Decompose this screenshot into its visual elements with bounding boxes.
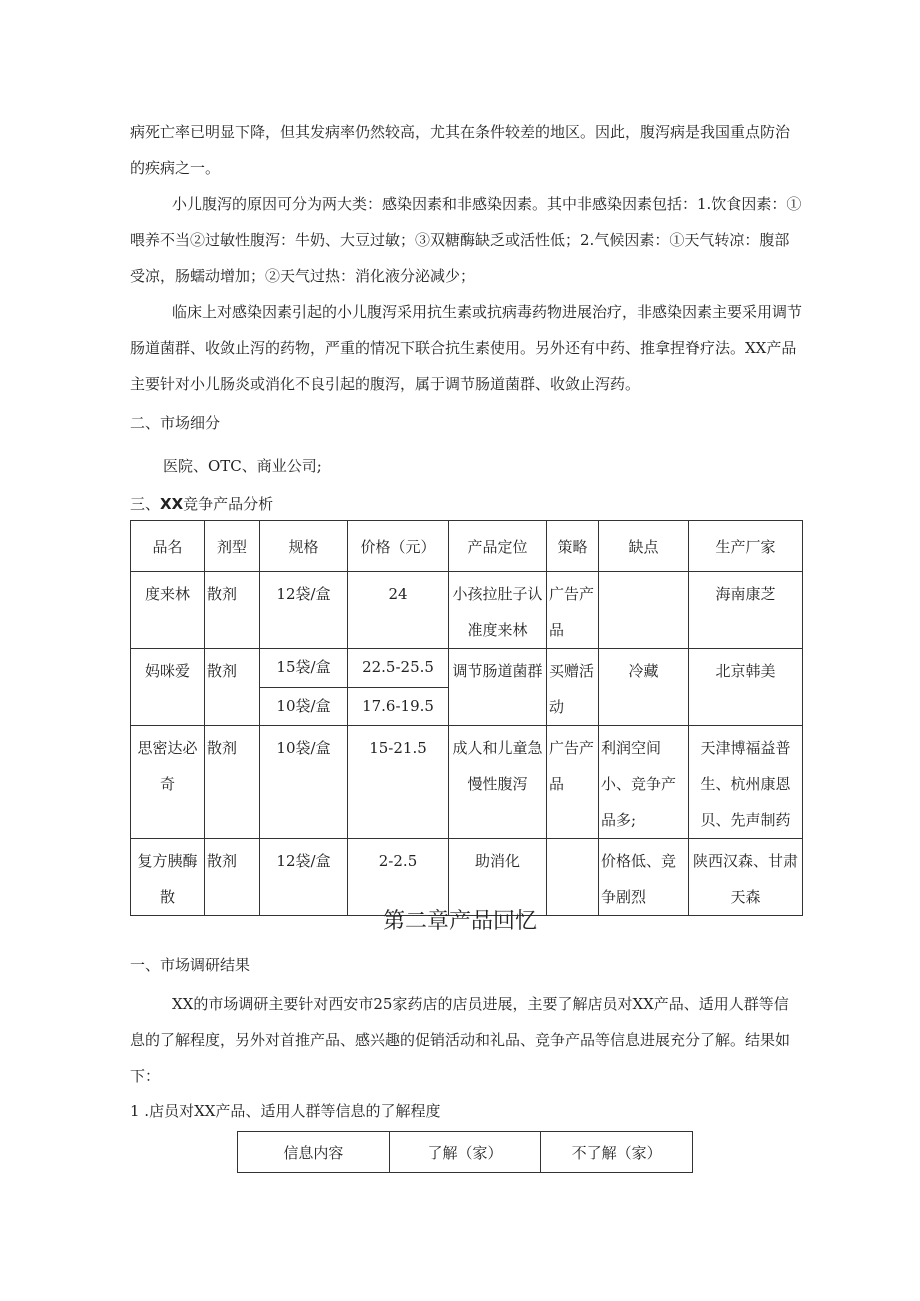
strategy: 广告产品 — [549, 585, 595, 639]
info-awareness-table — [237, 1131, 693, 1173]
column-header: 信息内容 — [238, 1132, 390, 1173]
weakness: 冷藏 — [628, 662, 659, 680]
manufacturer: 陕西汉森、甘肃天森 — [692, 852, 798, 906]
price: 15-21.5 — [369, 739, 427, 757]
survey-item-1: 1 .店员对XX产品、适用人群等信息的了解程度 — [130, 1102, 441, 1120]
manufacturer: 北京韩美 — [715, 662, 776, 680]
spec: 10袋/盒 — [276, 739, 331, 757]
product-name: 妈咪爱 — [144, 662, 190, 680]
survey-paragraph: XX的市场调研主要针对西安市25家药店的店员进展，主要了解店员对XX产品、适用人群等信息的了解程度，另外对首推产品、感兴趣的促销活动和礼品、竞争产品等信息进展充分了解。结果如下： — [130, 995, 791, 1085]
heading-prefix: 三、 — [130, 495, 161, 513]
positioning: 成人和儿童急慢性腹泻 — [452, 739, 543, 793]
column-header: 剂型 — [205, 521, 260, 572]
competitor-table — [130, 520, 803, 916]
price: 17.6-19.5 — [362, 696, 434, 715]
manufacturer: 海南康芝 — [715, 585, 776, 603]
spec: 10袋/盒 — [276, 696, 331, 715]
section-heading-competitor-analysis — [130, 494, 273, 514]
spec: 12袋/盒 — [276, 585, 331, 603]
weakness: 价格低、竞争剧烈 — [601, 852, 677, 906]
table-row — [131, 839, 803, 916]
positioning: 助消化 — [474, 852, 520, 870]
table-row — [131, 649, 803, 688]
positioning: 调节肠道菌群 — [452, 662, 543, 680]
spec: 12袋/盒 — [276, 852, 331, 870]
table-row — [131, 572, 803, 649]
dosage-form: 散剂 — [207, 852, 238, 870]
table-header-row — [238, 1132, 693, 1173]
column-header: 规格 — [260, 521, 348, 572]
dosage-form: 散剂 — [207, 585, 238, 603]
price: 2-2.5 — [378, 852, 418, 870]
column-header: 品名 — [131, 521, 205, 572]
heading-rest: 竞争产品分析 — [183, 495, 274, 513]
dosage-form: 散剂 — [207, 739, 238, 757]
spec: 15袋/盒 — [276, 658, 331, 676]
positioning: 小孩拉肚子认准度来林 — [452, 585, 543, 639]
column-header: 了解（家） — [389, 1132, 541, 1173]
price: 22.5-25.5 — [362, 658, 434, 676]
column-header: 生产厂家 — [689, 521, 803, 572]
dosage-form: 散剂 — [207, 662, 238, 680]
manufacturer: 天津博福益普生、杭州康恩贝、先声制药 — [700, 739, 791, 829]
strategy: 买赠活动 — [549, 662, 595, 716]
heading-bold: XX — [160, 495, 184, 513]
weakness: 利润空间小、竞争产品多; — [601, 739, 677, 829]
weakness — [599, 572, 688, 576]
market-segmentation-content: 医院、OTC、商业公司; — [163, 457, 322, 475]
section-heading-survey-results: 一、市场调研结果 — [130, 956, 251, 974]
table-row — [131, 726, 803, 839]
product-name: 度来林 — [144, 585, 190, 603]
intro-paragraph-1: 病死亡率已明显下降，但其发病率仍然较高，尤其在条件较差的地区。因此，腹泻病是我国重点防治的疾病之一。 — [130, 123, 791, 177]
section-heading-market-segmentation: 二、市场细分 — [130, 414, 221, 432]
price: 24 — [388, 585, 408, 603]
column-header: 策略 — [547, 521, 599, 572]
intro-paragraph-3: 临床上对感染因素引起的小儿腹泻采用抗生素或抗病毒药物进展治疗，非感染因素主要采用调节肠道菌群、收敛止泻的药物，严重的情况下联合抗生素使用。另外还有中药、推拿捏脊疗法。XX产品主要针对小儿肠炎或消化不良引起的腹泻，属于调节肠道菌群、收敛止泻药。 — [130, 303, 803, 393]
chapter-title: 第二章产品回忆 — [382, 909, 537, 934]
column-header: 缺点 — [599, 521, 689, 572]
strategy: 广告产品 — [549, 739, 595, 793]
table-header-row — [131, 521, 803, 572]
strategy — [547, 839, 598, 843]
product-name: 思密达必奇 — [137, 739, 198, 793]
column-header: 价格（元） — [348, 521, 449, 572]
intro-paragraph-2: 小儿腹泻的原因可分为两大类：感染因素和非感染因素。其中非感染因素包括：1.饮食因素：①喂养不当②过敏性腹泻：牛奶、大豆过敏；③双糖酶缺乏或活性低；2.气候因素：①天气转凉：腹部受凉，肠蠕动增加；②天气过热：消化液分泌减少； — [130, 195, 802, 285]
product-name: 复方胰酶散 — [137, 852, 198, 906]
column-header: 不了解（家） — [541, 1132, 693, 1173]
column-header: 产品定位 — [449, 521, 547, 572]
